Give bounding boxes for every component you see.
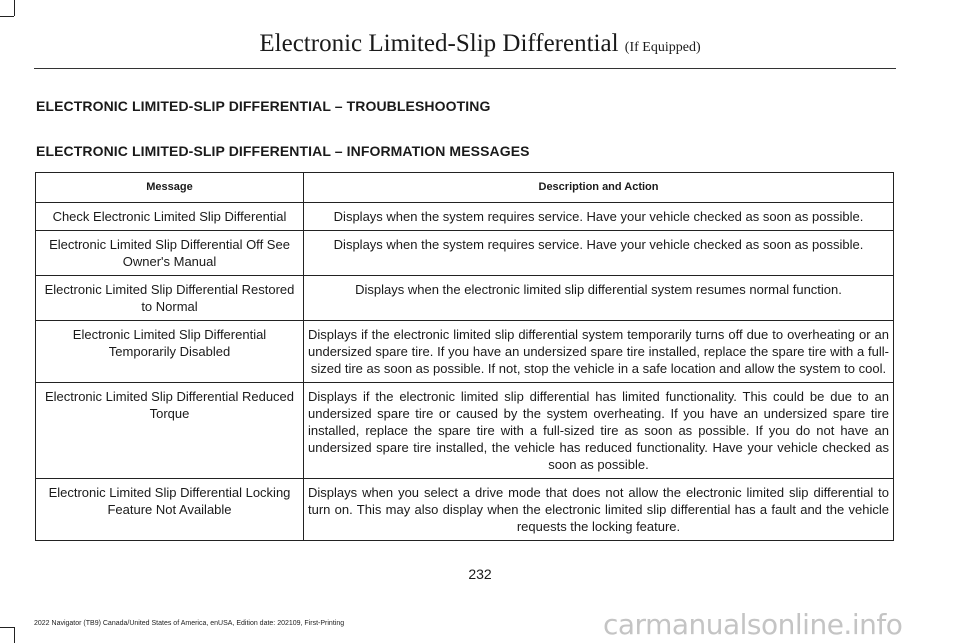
crop-mark-top-left-horizontal bbox=[0, 16, 14, 17]
crop-mark-bottom-left-horizontal bbox=[0, 627, 14, 628]
footer-edition-info: 2022 Navigator (TB9) Canada/United States of America, enUSA, Edition date: 202109, First-Printing bbox=[34, 620, 345, 627]
column-header-description: Description and Action bbox=[304, 173, 894, 203]
section-heading-information-messages: ELECTRONIC LIMITED-SLIP DIFFERENTIAL – INFORMATION MESSAGES bbox=[36, 143, 530, 159]
crop-mark-bottom-left-vertical bbox=[14, 627, 15, 643]
information-messages-table bbox=[35, 172, 894, 541]
description-cell: Displays if the electronic limited slip differential system temporarily turns off due to overheating or an undersized spare tire. If you have an undersized spare tire installed, replace the spare tire with a full-sized tire as soon as possible. If not, stop the vehicle in a safe location and allow the system to cool. bbox=[304, 321, 894, 383]
page-header-title bbox=[0, 30, 960, 58]
table-row bbox=[36, 231, 894, 276]
description-cell: Displays when the system requires service. Have your vehicle checked as soon as possible. bbox=[304, 203, 894, 231]
description-cell: Displays if the electronic limited slip differential has limited functionality. This could be due to an undersized spare tire or caused by the system overheating. If you have an undersized spare tire installed, replace the spare tire with a full-sized tire as soon as possible. If you do not have an undersized spare tire installed, the vehicle has reduced functionality. Have your vehicle checked as soon as possible. bbox=[304, 383, 894, 479]
page-number: 232 bbox=[468, 566, 492, 582]
message-cell: Electronic Limited Slip Differential Reduced Torque bbox=[36, 383, 304, 479]
message-cell: Electronic Limited Slip Differential Restored to Normal bbox=[36, 276, 304, 321]
table-row bbox=[36, 479, 894, 541]
header-title-text: Electronic Limited-Slip Differential bbox=[259, 30, 619, 57]
message-cell: Electronic Limited Slip Differential Temporarily Disabled bbox=[36, 321, 304, 383]
table-header-row bbox=[36, 173, 894, 203]
table-row bbox=[36, 203, 894, 231]
section-heading-troubleshooting: ELECTRONIC LIMITED-SLIP DIFFERENTIAL – TROUBLESHOOTING bbox=[36, 98, 491, 114]
table-row bbox=[36, 276, 894, 321]
description-cell: Displays when the electronic limited slip differential system resumes normal function. bbox=[304, 276, 894, 321]
message-cell: Electronic Limited Slip Differential Locking Feature Not Available bbox=[36, 479, 304, 541]
table-row bbox=[36, 321, 894, 383]
watermark-link[interactable]: carmanualsonline.info bbox=[603, 608, 903, 641]
description-cell: Displays when the system requires service. Have your vehicle checked as soon as possible. bbox=[304, 231, 894, 276]
table-row bbox=[36, 383, 894, 479]
header-divider bbox=[34, 68, 896, 69]
column-header-message: Message bbox=[36, 173, 304, 203]
crop-mark-top-left-vertical bbox=[14, 0, 15, 16]
message-cell: Check Electronic Limited Slip Differential bbox=[36, 203, 304, 231]
header-subtitle: (If Equipped) bbox=[624, 40, 701, 55]
message-cell: Electronic Limited Slip Differential Off See Owner's Manual bbox=[36, 231, 304, 276]
description-cell: Displays when you select a drive mode that does not allow the electronic limited slip differential to turn on. This may also display when the electronic limited slip differential has a fault and the vehicle requests the locking feature. bbox=[304, 479, 894, 541]
